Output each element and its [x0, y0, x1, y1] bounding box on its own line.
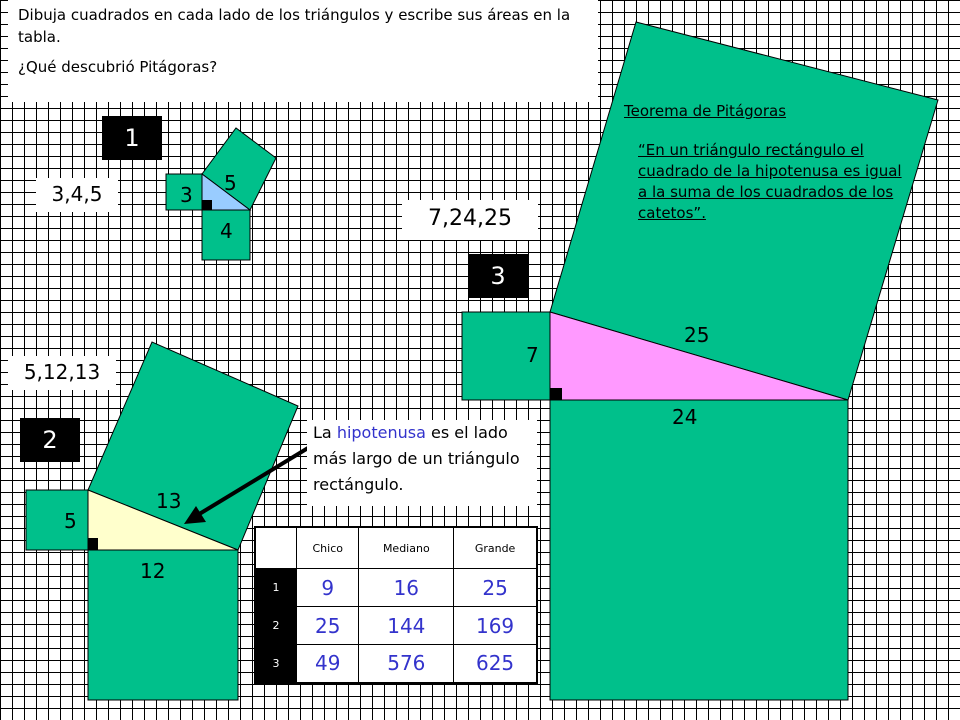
- table-cell: 49: [297, 645, 359, 683]
- hypotenuse-note-after: es el lado más largo de un triángulo rectángulo.: [313, 423, 520, 494]
- table-row-label: 3: [255, 645, 297, 683]
- table-row-label: 1: [255, 569, 297, 607]
- triple-label-1: 3,4,5: [36, 178, 118, 212]
- hypotenuse-note: [307, 420, 537, 506]
- table-cell: 169: [454, 607, 537, 645]
- triple-label-3: 7,24,25: [402, 200, 538, 240]
- table-row: [255, 569, 537, 607]
- table-header-mediano: Mediano: [359, 527, 454, 569]
- theorem-text: “En un triángulo rectángulo el cuadrado de la hipotenusa es igual a la suma de los cuadrados de los catetos”.: [638, 141, 902, 222]
- table-row: [255, 645, 537, 683]
- table-row: [255, 607, 537, 645]
- table-cell: 16: [359, 569, 454, 607]
- hypotenuse-note-highlight: hipotenusa: [336, 423, 426, 442]
- triangle-number-1: 1: [102, 116, 162, 160]
- triangle-number-2: 2: [20, 418, 80, 462]
- table-header-row: [255, 527, 537, 569]
- hypotenuse-note-before: La: [313, 423, 337, 442]
- triple-label-2: 5,12,13: [8, 356, 116, 390]
- table-cell: 25: [297, 607, 359, 645]
- table-header-chico: Chico: [297, 527, 359, 569]
- table-header-empty: [255, 527, 297, 569]
- square-side-24-t3: [550, 400, 848, 700]
- table-cell: 625: [454, 645, 537, 683]
- square-side-5-t2: [26, 490, 88, 550]
- instruction-line-1: Dibuja cuadrados en cada lado de los triángulos y escribe sus áreas en la tabla.: [18, 6, 571, 46]
- table-header-grande: Grande: [454, 527, 537, 569]
- side-label-t1-a: 3: [180, 183, 193, 207]
- right-angle-marker-t2: [88, 538, 98, 550]
- triangle-1-figure: [166, 128, 276, 260]
- side-label-t2-b: 12: [140, 559, 166, 583]
- table-row-label: 2: [255, 607, 297, 645]
- theorem-title: Teorema de Pitágoras: [624, 102, 787, 120]
- side-label-t2-c: 13: [156, 489, 182, 513]
- table-cell: 144: [359, 607, 454, 645]
- instruction-line-2: ¿Qué descubrió Pitágoras?: [18, 58, 218, 76]
- side-label-t3-b: 24: [672, 405, 698, 429]
- side-label-t2-a: 5: [64, 509, 77, 533]
- side-label-t1-c: 5: [224, 171, 237, 195]
- instructions-box: [8, 0, 598, 102]
- side-label-t3-c: 25: [684, 323, 710, 347]
- table-cell: 9: [297, 569, 359, 607]
- triangle-number-3: 3: [468, 254, 528, 298]
- table-cell: 576: [359, 645, 454, 683]
- side-label-t3-a: 7: [526, 343, 539, 367]
- side-label-t1-b: 4: [220, 219, 233, 243]
- right-angle-marker-t1: [202, 200, 212, 210]
- right-angle-marker-t3: [550, 388, 562, 400]
- areas-table: [254, 526, 538, 684]
- table-cell: 25: [454, 569, 537, 607]
